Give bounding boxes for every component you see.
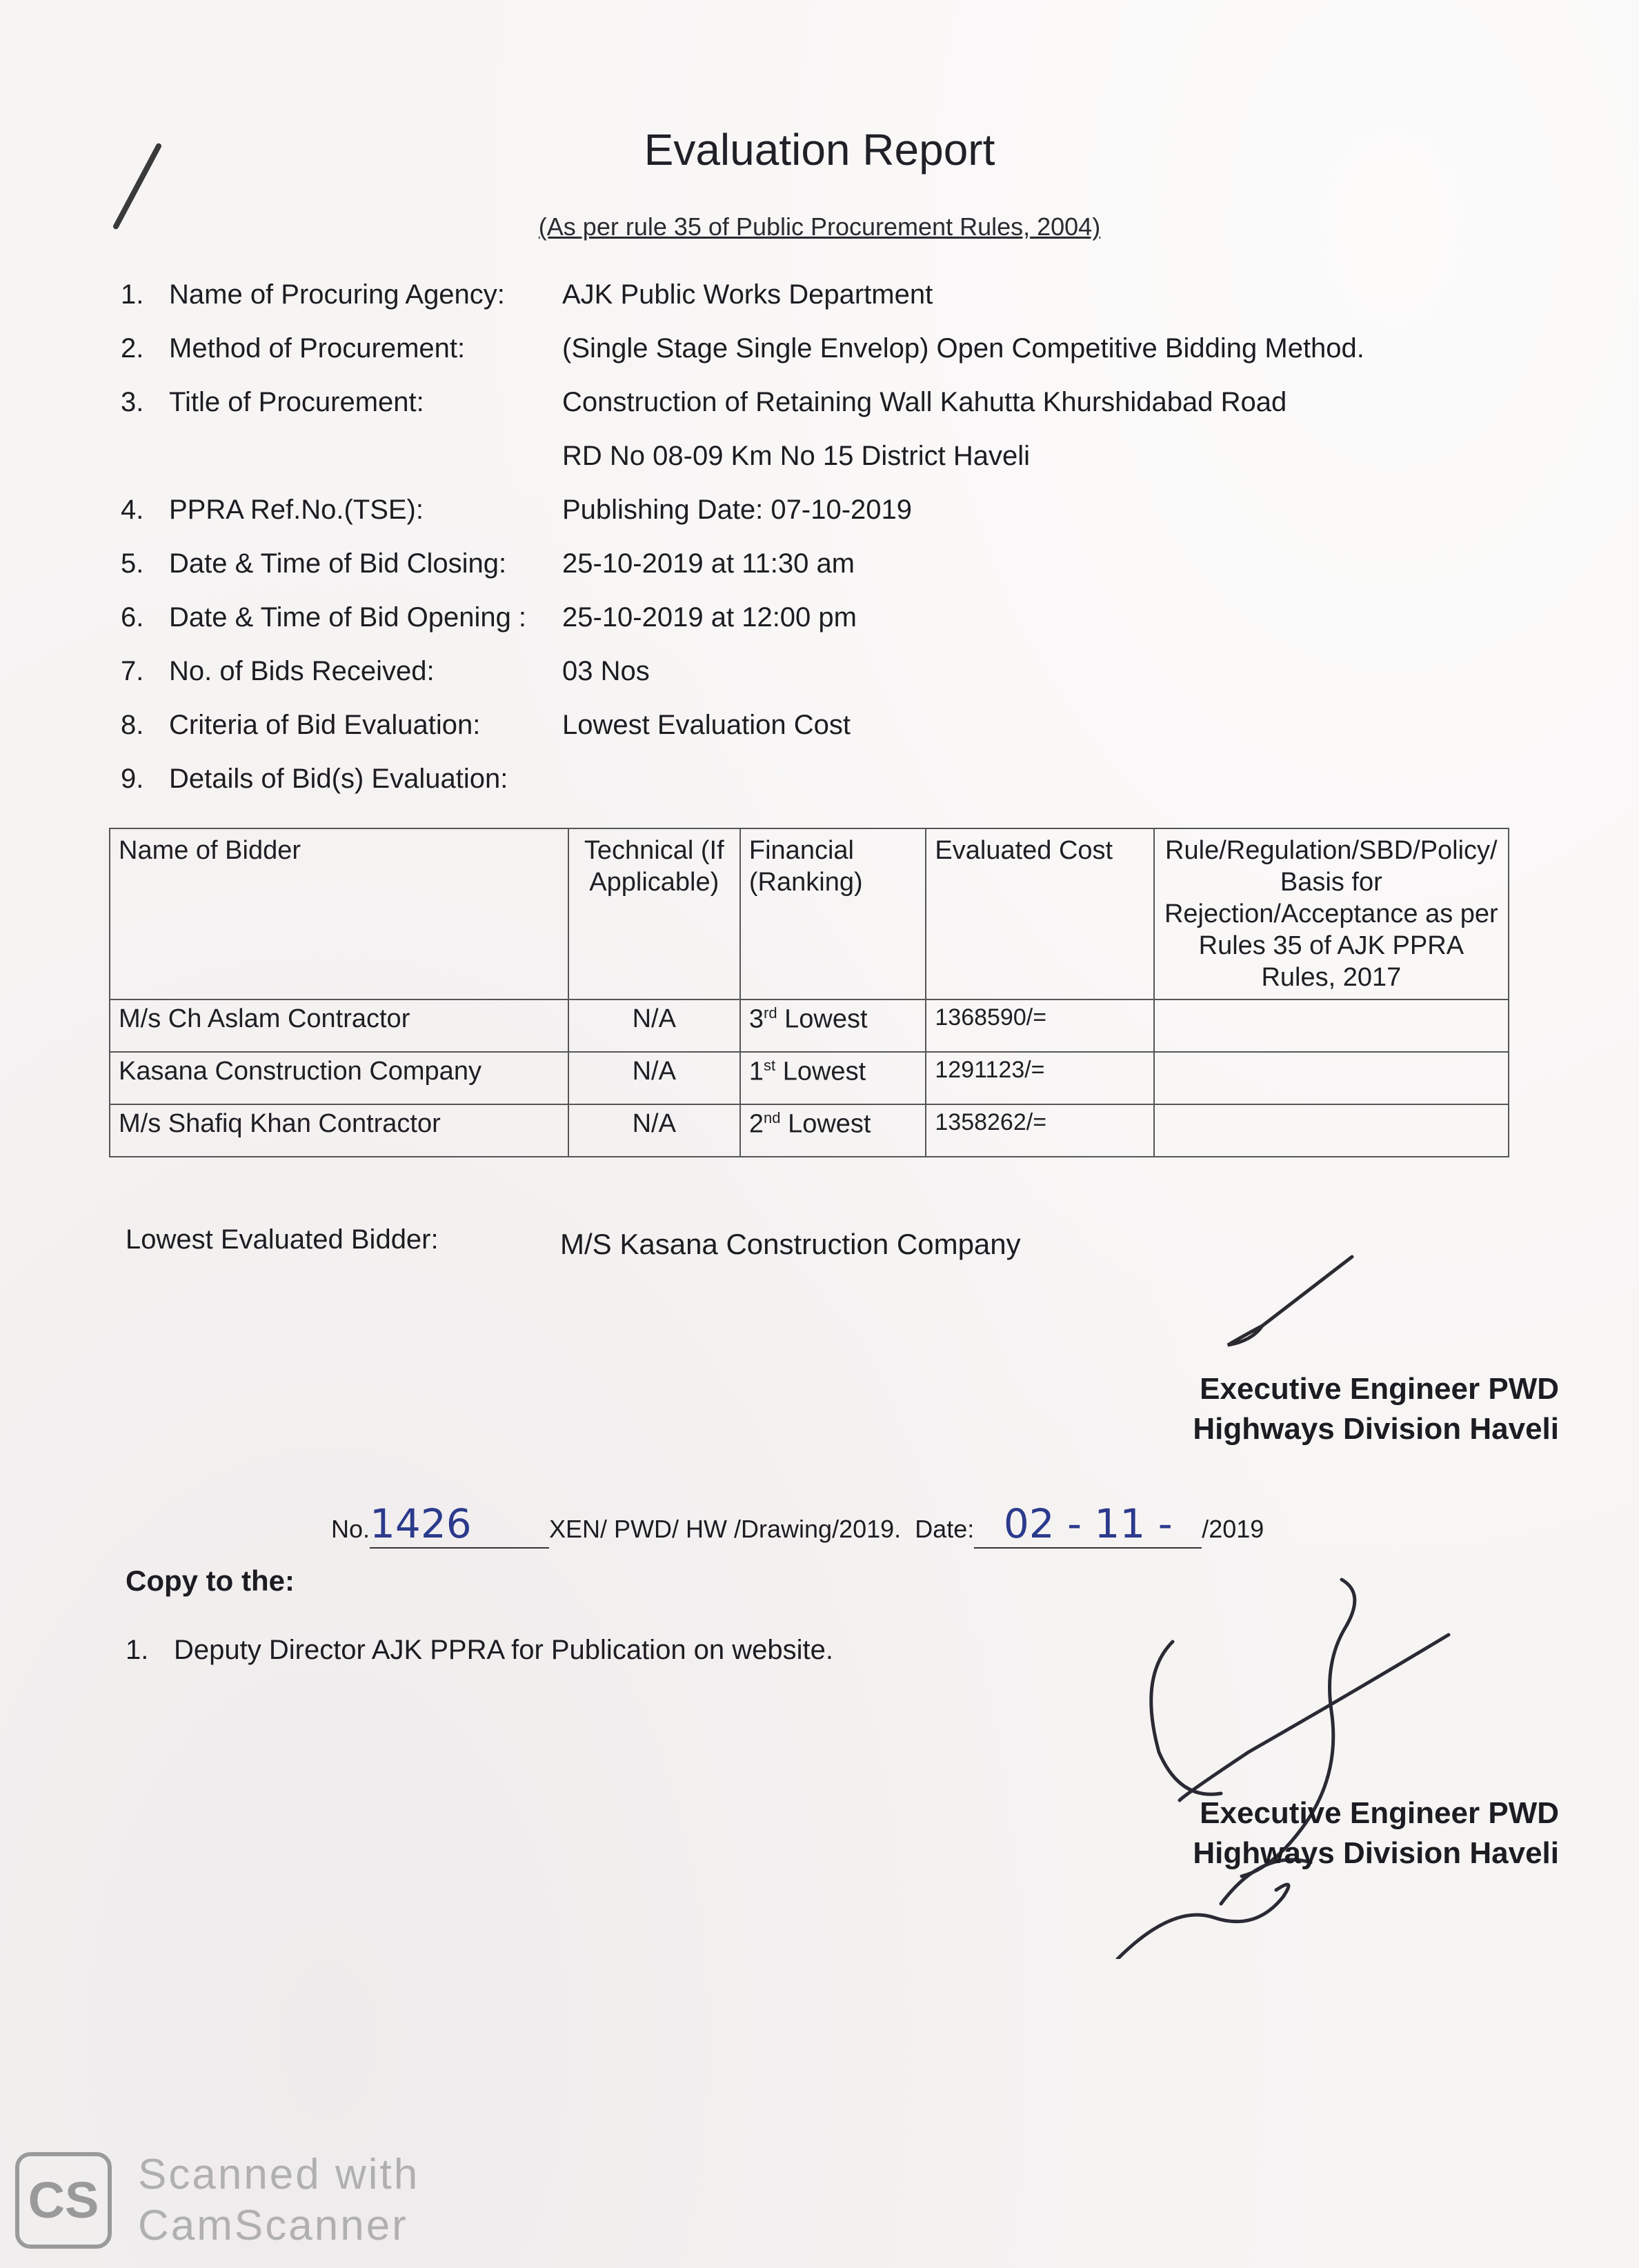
header-evaluated-cost: Evaluated Cost <box>926 828 1153 999</box>
info-item-details <box>117 764 1497 817</box>
table-row <box>110 1104 1509 1157</box>
table-header-row <box>110 828 1509 999</box>
info-item-ppra-ref <box>117 495 1497 548</box>
lowest-bidder-label: Lowest Evaluated Bidder: <box>126 1224 439 1255</box>
item-number: 2. <box>121 333 144 364</box>
bidder-evaluated-cost: 1368590/= <box>926 999 1153 1052</box>
signatory-title: Executive Engineer PWD <box>1200 1796 1559 1830</box>
info-item-title-cont <box>117 441 1497 495</box>
date-year: /2019 <box>1202 1515 1264 1543</box>
info-item-agency <box>117 279 1497 333</box>
bidder-name: M/s Ch Aslam Contractor <box>110 999 568 1052</box>
bid-evaluation-table <box>109 828 1509 1157</box>
item-label: Title of Procurement: <box>169 387 424 417</box>
bidder-evaluated-cost: 1291123/= <box>926 1052 1153 1104</box>
bidder-technical: N/A <box>568 1052 740 1104</box>
item-value: Lowest Evaluation Cost <box>562 710 851 740</box>
item-label: Criteria of Bid Evaluation: <box>169 710 481 740</box>
header-rule-basis: Rule/Regulation/SBD/Policy/ Basis for Rejection/Acceptance as per Rules 35 of AJK PPRA Rules, 2017 <box>1154 828 1509 999</box>
item-value: Construction of Retaining Wall Kahutta Khurshidabad Road <box>562 387 1287 417</box>
reference-line <box>331 1500 1264 1549</box>
rank-number: 1 <box>748 1057 764 1086</box>
item-label: No. of Bids Received: <box>169 656 435 686</box>
item-value: Publishing Date: 07-10-2019 <box>562 495 913 525</box>
rank-number: 2 <box>748 1109 764 1139</box>
signature-block-2 <box>1076 1793 1559 1873</box>
watermark-line-2: CamScanner <box>138 2202 408 2249</box>
ref-text: XEN/ PWD/ HW /Drawing/2019. <box>549 1515 902 1543</box>
info-item-bids-received <box>117 656 1497 710</box>
document-subtitle: (As per rule 35 of Public Procurement Rules, 2004) <box>538 212 1101 241</box>
watermark-line-1: Scanned with <box>138 2151 420 2198</box>
item-value: (Single Stage Single Envelop) Open Competitive Bidding Method. <box>562 333 1364 364</box>
document-title: Evaluation Report <box>644 125 995 175</box>
rank-suffix: nd <box>764 1109 781 1126</box>
camscanner-logo-icon: CS <box>15 2152 112 2249</box>
item-value: AJK Public Works Department <box>562 279 933 310</box>
bidder-rule-basis <box>1154 1104 1509 1157</box>
bidder-technical: N/A <box>568 1104 740 1157</box>
rank-number: 3 <box>748 1004 764 1034</box>
info-item-bid-opening <box>117 602 1497 656</box>
copy-item-number: 1. <box>126 1635 149 1665</box>
signatory-division: Highways Division Haveli <box>1193 1412 1559 1446</box>
ref-no-label: No. <box>331 1515 370 1543</box>
bidder-rule-basis <box>1154 1052 1509 1104</box>
item-label: Date & Time of Bid Closing: <box>169 548 507 579</box>
date-label: Date: <box>915 1515 975 1543</box>
item-number: 3. <box>121 387 144 417</box>
item-value: 03 Nos <box>562 656 650 686</box>
copy-item-text: Deputy Director AJK PPRA for Publication on website. <box>174 1635 834 1665</box>
signatory-title: Executive Engineer PWD <box>1200 1372 1559 1406</box>
header-name-of-bidder: Name of Bidder <box>110 828 568 999</box>
camscanner-watermark <box>15 2145 470 2256</box>
bidder-name: Kasana Construction Company <box>110 1052 568 1104</box>
info-list <box>117 279 1497 817</box>
signature-scribble-1 <box>1214 1249 1366 1352</box>
item-value: 25-10-2019 at 12:00 pm <box>562 602 857 633</box>
signature-block-1 <box>1076 1369 1559 1449</box>
item-number: 4. <box>121 495 144 525</box>
bidder-financial-rank <box>740 1052 926 1104</box>
bidder-technical: N/A <box>568 999 740 1052</box>
item-label: Details of Bid(s) Evaluation: <box>169 764 508 794</box>
header-financial: Financial (Ranking) <box>740 828 926 999</box>
info-item-title <box>117 387 1497 441</box>
item-number: 6. <box>121 602 144 633</box>
ref-no-handwritten: 1426 <box>370 1500 549 1549</box>
bidder-financial-rank <box>740 1104 926 1157</box>
copy-to-heading: Copy to the: <box>126 1564 295 1597</box>
item-number: 7. <box>121 656 144 686</box>
item-label: PPRA Ref.No.(TSE): <box>169 495 424 525</box>
bidder-evaluated-cost: 1358262/= <box>926 1104 1153 1157</box>
signatory-division: Highways Division Haveli <box>1193 1836 1559 1870</box>
table-row <box>110 1052 1509 1104</box>
lowest-bidder-value: M/S Kasana Construction Company <box>560 1228 1021 1260</box>
item-number: 9. <box>121 764 144 794</box>
info-item-criteria <box>117 710 1497 764</box>
bidder-name: M/s Shafiq Khan Contractor <box>110 1104 568 1157</box>
rank-word: Lowest <box>788 1109 871 1139</box>
item-number: 1. <box>121 279 144 310</box>
item-label: Date & Time of Bid Opening : <box>169 602 527 633</box>
rank-word: Lowest <box>782 1057 866 1086</box>
signature-scribble-2 <box>1104 1573 1490 1959</box>
item-value: 25-10-2019 at 11:30 am <box>562 548 855 579</box>
rank-suffix: rd <box>764 1004 777 1022</box>
table-row <box>110 999 1509 1052</box>
item-label: Method of Procurement: <box>169 333 466 364</box>
info-item-bid-closing <box>117 548 1497 602</box>
info-item-method <box>117 333 1497 387</box>
item-number: 8. <box>121 710 144 740</box>
bidder-rule-basis <box>1154 999 1509 1052</box>
bidder-financial-rank <box>740 999 926 1052</box>
item-number: 5. <box>121 548 144 579</box>
item-label: Name of Procuring Agency: <box>169 279 505 310</box>
copy-to-item <box>126 1635 833 1666</box>
header-technical: Technical (If Applicable) <box>568 828 740 999</box>
date-handwritten: 02 - 11 - <box>974 1500 1202 1549</box>
camscanner-text <box>138 2149 419 2251</box>
item-value-continued: RD No 08-09 Km No 15 District Haveli <box>562 441 1030 471</box>
rank-suffix: st <box>764 1057 776 1074</box>
rank-word: Lowest <box>784 1004 868 1034</box>
